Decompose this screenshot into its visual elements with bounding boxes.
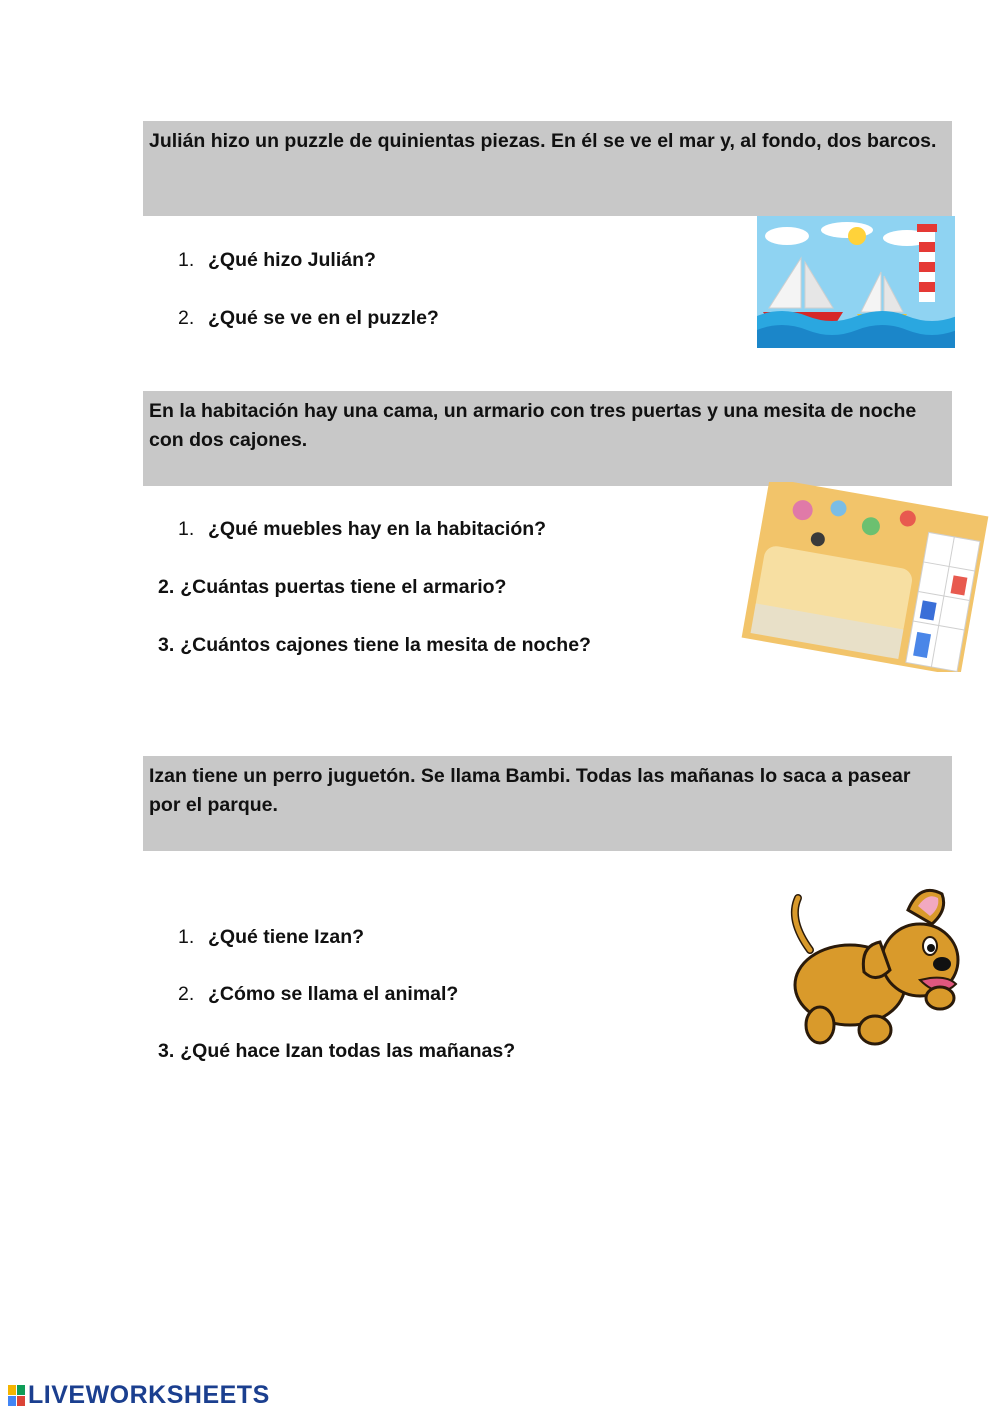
question-3-3 (158, 1039, 515, 1063)
question-number: 1. (178, 249, 195, 271)
question-2-1 (178, 517, 546, 541)
reading-passage-1: Julián hizo un puzzle de quinientas piezas. En él se ve el mar y, al fondo, dos barcos. (143, 121, 952, 216)
question-text: ¿Qué muebles hay en la habitación? (208, 518, 547, 540)
sailboats-lighthouse-illustration (757, 216, 955, 348)
question-text: ¿Qué se ve en el puzzle? (208, 307, 439, 329)
question-3-2 (178, 982, 458, 1006)
question-text: ¿Qué tiene Izan? (208, 926, 365, 948)
question-text: ¿Cómo se llama el animal? (208, 983, 459, 1005)
bedroom-photo (732, 482, 998, 672)
puppy-illustration (780, 880, 970, 1055)
reading-passage-2: En la habitación hay una cama, un armario con tres puertas y una mesita de noche con dos cajones. (143, 391, 952, 486)
question-text: ¿Cuántas puertas tiene el armario? (180, 576, 507, 598)
question-2-2 (158, 575, 506, 599)
question-number: 3. (158, 1040, 175, 1062)
question-1-2 (178, 306, 439, 330)
question-number: 3. (158, 634, 175, 656)
question-number: 1. (178, 926, 195, 948)
logo-text: LIVEWORKSHEETS (28, 1380, 270, 1409)
question-number: 2. (178, 983, 195, 1005)
question-text: ¿Qué hizo Julián? (208, 249, 376, 271)
question-number: 2. (158, 576, 175, 598)
reading-passage-3: Izan tiene un perro juguetón. Se llama Bambi. Todas las mañanas lo saca a pasear por el parque. (143, 756, 952, 851)
question-text: ¿Qué hace Izan todas las mañanas? (180, 1040, 516, 1062)
liveworksheets-logo (8, 1380, 270, 1410)
question-1-1 (178, 248, 376, 272)
question-3-1 (178, 925, 364, 949)
question-number: 1. (178, 518, 195, 540)
question-2-3 (158, 633, 591, 657)
question-text: ¿Cuántos cajones tiene la mesita de noche? (180, 634, 591, 656)
logo-mark-icon (8, 1385, 25, 1406)
question-number: 2. (178, 307, 195, 329)
